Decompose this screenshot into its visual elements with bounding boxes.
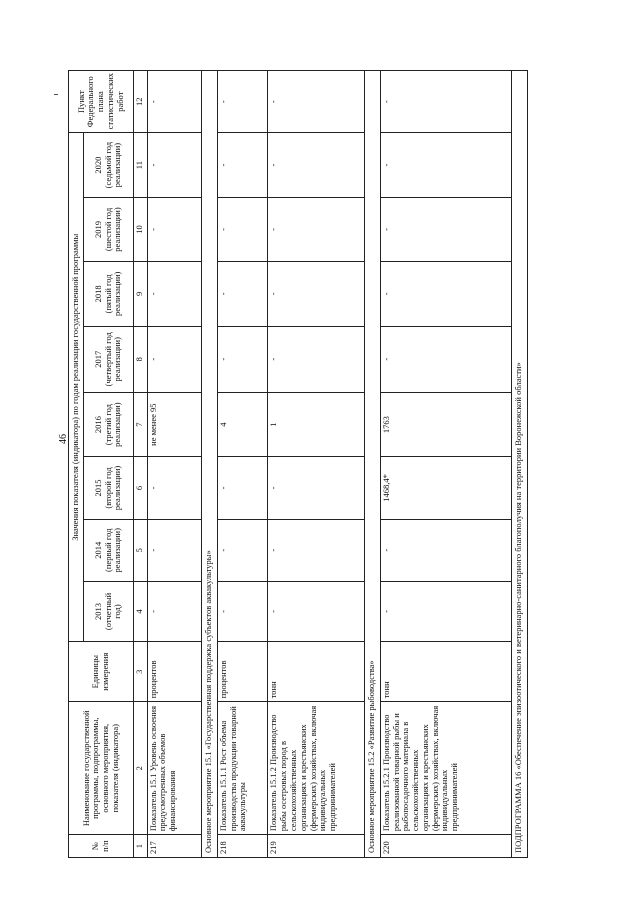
- indicator-table: [68, 70, 528, 858]
- header-year: 2019 (шестой год реализации): [83, 197, 134, 261]
- value-cell: -: [217, 133, 268, 197]
- value-cell: -: [147, 197, 202, 261]
- value-cell: -: [380, 262, 512, 326]
- table-row: [268, 71, 365, 858]
- value-cell: -: [147, 519, 202, 581]
- margin-mark: [54, 94, 58, 95]
- header-year: 2020 (седьмой год реализации): [83, 133, 134, 197]
- row-num: 217: [147, 835, 202, 858]
- value-cell: -: [147, 133, 202, 197]
- value-cell: -: [268, 197, 365, 261]
- header-unit: Единицы измерения: [69, 642, 134, 702]
- value-cell: -: [147, 581, 202, 641]
- value-cell: 1763: [380, 392, 512, 456]
- table-row: [380, 71, 512, 858]
- value-cell: -: [217, 519, 268, 581]
- value-cell: 1468,4*: [380, 457, 512, 519]
- header-year: 2018 (пятый год реализации): [83, 262, 134, 326]
- row-num: 220: [380, 835, 512, 858]
- index-cell: 8: [134, 326, 147, 392]
- value-cell: -: [380, 326, 512, 392]
- page-number: 46: [58, 434, 69, 444]
- index-cell: 1: [134, 835, 147, 858]
- index-cell: 2: [134, 702, 147, 835]
- row-num: 219: [268, 835, 365, 858]
- value-cell: -: [268, 519, 365, 581]
- header-year: 2015 (второй год реализации): [83, 457, 134, 519]
- index-cell: 4: [134, 581, 147, 641]
- index-row: [134, 71, 147, 858]
- row-unit: тонн: [380, 642, 512, 702]
- row-num: 218: [217, 835, 268, 858]
- value-cell: -: [268, 326, 365, 392]
- section-heading: Основное мероприятие 15.2 «Развитие рыбоводства»: [365, 71, 381, 858]
- header-num: № п/п: [69, 835, 134, 858]
- table-row: [217, 71, 268, 858]
- row-name: Показатель 15.2.1 Производство реализованной товарной рыбы и рыбопосадочного материала в сельскохозяйственных организациях и крестьянских (фермерских) хозяйствах, включая индивидуальных предпринимателей: [380, 702, 512, 835]
- header-stat-plan: Пункт Федерального плана статистических работ: [69, 71, 134, 133]
- value-cell: -: [380, 71, 512, 133]
- value-cell: -: [380, 133, 512, 197]
- row-name: Показатель 15.1 Уровень освоения предусмотренных объемов финансирования: [147, 702, 202, 835]
- value-cell: -: [268, 262, 365, 326]
- index-cell: 3: [134, 642, 147, 702]
- value-cell: -: [147, 457, 202, 519]
- index-cell: 7: [134, 392, 147, 456]
- index-cell: 9: [134, 262, 147, 326]
- value-cell: -: [380, 519, 512, 581]
- row-unit: тонн: [268, 642, 365, 702]
- value-cell: -: [217, 262, 268, 326]
- value-cell: -: [147, 262, 202, 326]
- indicator-table-sheet: [68, 70, 528, 858]
- header-year: 2014 (первый год реализации): [83, 519, 134, 581]
- subprogram-heading: ПОДПРОГРАММА 16 «Обеспечение эпизоотического и ветеринарно-санитарного благополучия на территории Воронежской области»: [512, 71, 528, 858]
- value-cell: -: [268, 71, 365, 133]
- value-cell: -: [217, 581, 268, 641]
- value-cell: -: [147, 71, 202, 133]
- index-cell: 11: [134, 133, 147, 197]
- index-cell: 5: [134, 519, 147, 581]
- value-cell: -: [217, 197, 268, 261]
- row-name: Показатель 15.1.1 Рост объема производства продукции товарной аквакультуры: [217, 702, 268, 835]
- index-cell: 6: [134, 457, 147, 519]
- value-cell: -: [268, 457, 365, 519]
- value-cell: -: [268, 133, 365, 197]
- row-name: Показатель 15.1.2 Производство рыбы осетровых пород в сельскохозяйственных организациях и крестьянских (фермерских) хозяйствах, включая индивидуальных предпринимателей: [268, 702, 365, 835]
- value-cell: -: [217, 71, 268, 133]
- row-unit: процентов: [147, 642, 202, 702]
- value-cell: -: [268, 581, 365, 641]
- index-cell: 12: [134, 71, 147, 133]
- section-heading: Основное мероприятие 15.1 «Государственная поддержка субъектов аквакультуры»: [202, 71, 218, 858]
- value-cell: -: [217, 457, 268, 519]
- row-unit: процентов: [217, 642, 268, 702]
- header-values: Значения показателя (индикатора) по годам реализации государственной программы: [69, 133, 84, 642]
- value-cell: 1: [268, 392, 365, 456]
- table-row: [147, 71, 202, 858]
- header-year: 2017 (четвертый год реализации): [83, 326, 134, 392]
- value-cell: -: [217, 326, 268, 392]
- value-cell: 4: [217, 392, 268, 456]
- value-cell: не менее 95: [147, 392, 202, 456]
- index-cell: 10: [134, 197, 147, 261]
- value-cell: -: [147, 326, 202, 392]
- value-cell: -: [380, 197, 512, 261]
- value-cell: -: [380, 581, 512, 641]
- header-year: 2013 (отчетный год): [83, 581, 134, 641]
- header-name: Наименование государственной программы, подпрограммы, основного мероприятия, показателя (индикатора): [69, 702, 134, 835]
- header-year: 2016 (третий год реализации): [83, 392, 134, 456]
